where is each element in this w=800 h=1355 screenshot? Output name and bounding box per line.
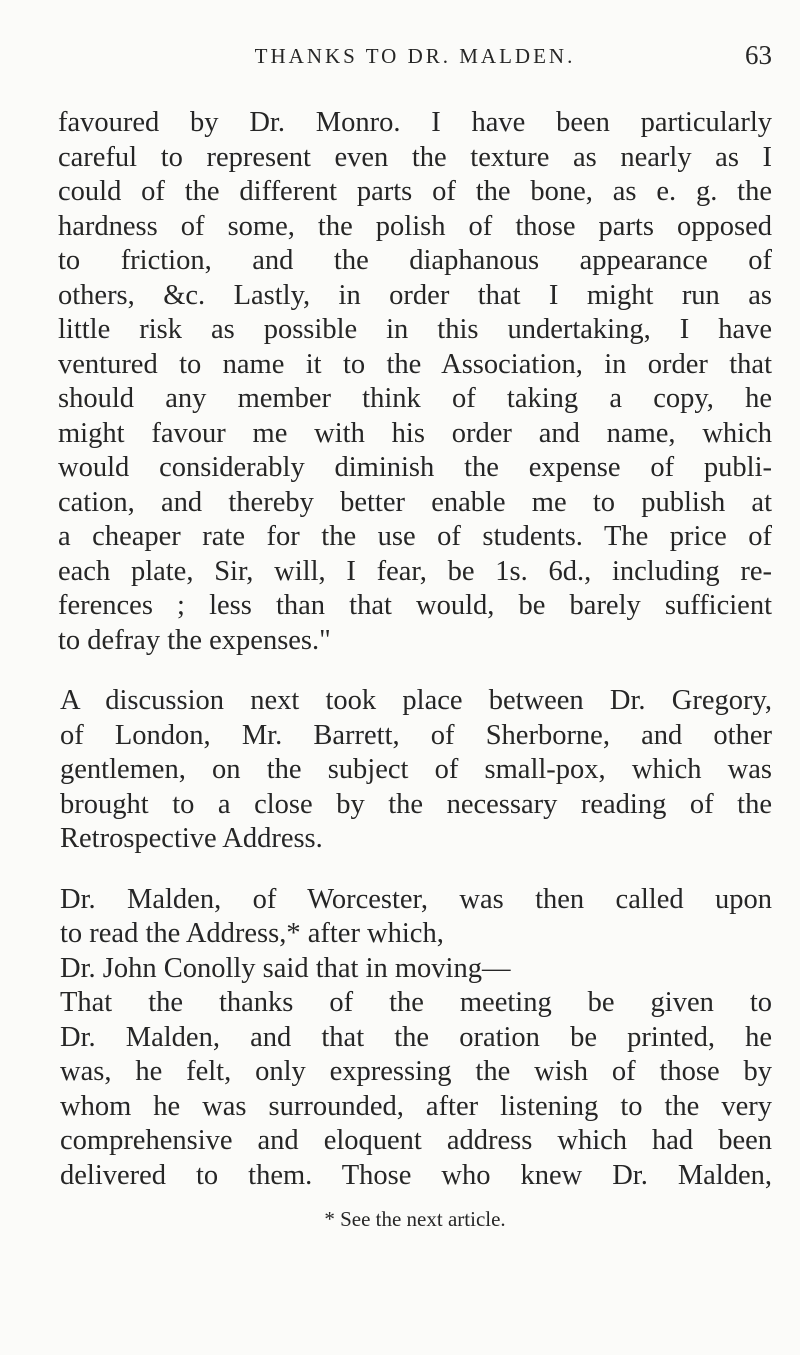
running-title: THANKS TO DR. MALDEN. (254, 44, 576, 68)
text-line: whom he was surrounded, after listening to the very (60, 1090, 772, 1122)
text-line: Retrospective Address. (60, 823, 323, 854)
text-line: cation, and thereby better enable me to publish at (58, 486, 772, 518)
book-page (58, 40, 772, 1231)
text-line: little risk as possible in this undertaking, I have (58, 314, 772, 345)
paragraph-discussion (58, 684, 772, 857)
text-line: comprehensive and eloquent address which had been (60, 1125, 772, 1156)
text-line: careful to represent even the texture as nearly as I (58, 141, 772, 173)
text-line: Dr. Malden, and that the oration be printed, he (60, 1021, 772, 1053)
text-line: to friction, and the diaphanous appearance of (58, 245, 772, 276)
text-line: was, he felt, only expressing the wish of those by (60, 1056, 772, 1087)
text-line: brought to a close by the necessary reading of the (60, 788, 772, 820)
text-line: a cheaper rate for the use of students. The price of (58, 521, 772, 552)
paragraph-motion-thanks (58, 986, 772, 1193)
text-line: ferences ; less than that would, be barely sufficient (58, 590, 772, 621)
text-line: might favour me with his order and name, which (58, 417, 772, 449)
running-header (58, 40, 772, 80)
text-line: A discussion next took place between Dr. Gregory, (60, 685, 772, 716)
paragraph-conolly-moving (58, 952, 772, 987)
page-number: 63 (745, 40, 772, 70)
text-line: to defray the expenses." (58, 624, 331, 656)
text-line: should any member think of taking a copy, he (58, 383, 772, 414)
text-line: each plate, Sir, will, I fear, be 1s. 6d., including re- (58, 555, 772, 587)
footnote: * See the next article. (324, 1207, 506, 1231)
text-line: hardness of some, the polish of those parts opposed (58, 210, 772, 242)
text-line: gentlemen, on the subject of small-pox, which was (60, 754, 772, 785)
footnote-gap (58, 1193, 772, 1203)
text-line: would considerably diminish the expense of publi- (58, 452, 772, 483)
text-line: Dr. Malden, of Worcester, was then called upon (60, 883, 772, 915)
text-line: to read the Address,* after which, (60, 918, 444, 949)
text-line: ventured to name it to the Association, in order that (58, 348, 772, 380)
text-line: could of the different parts of the bone, as e. g. the (58, 176, 772, 207)
text-line: favoured by Dr. Monro. I have been particularly (58, 107, 772, 138)
body-text (58, 106, 772, 1231)
paragraph-model-letter (58, 106, 772, 658)
text-line: others, &c. Lastly, in order that I might run as (58, 279, 772, 311)
text-line: Dr. John Conolly said that in moving— (60, 952, 511, 984)
text-line: That the thanks of the meeting be given to (60, 987, 772, 1018)
text-line: delivered to them. Those who knew Dr. Malden, (60, 1159, 772, 1191)
paragraph-address-reading (58, 883, 772, 952)
text-line: of London, Mr. Barrett, of Sherborne, and other (60, 719, 772, 751)
